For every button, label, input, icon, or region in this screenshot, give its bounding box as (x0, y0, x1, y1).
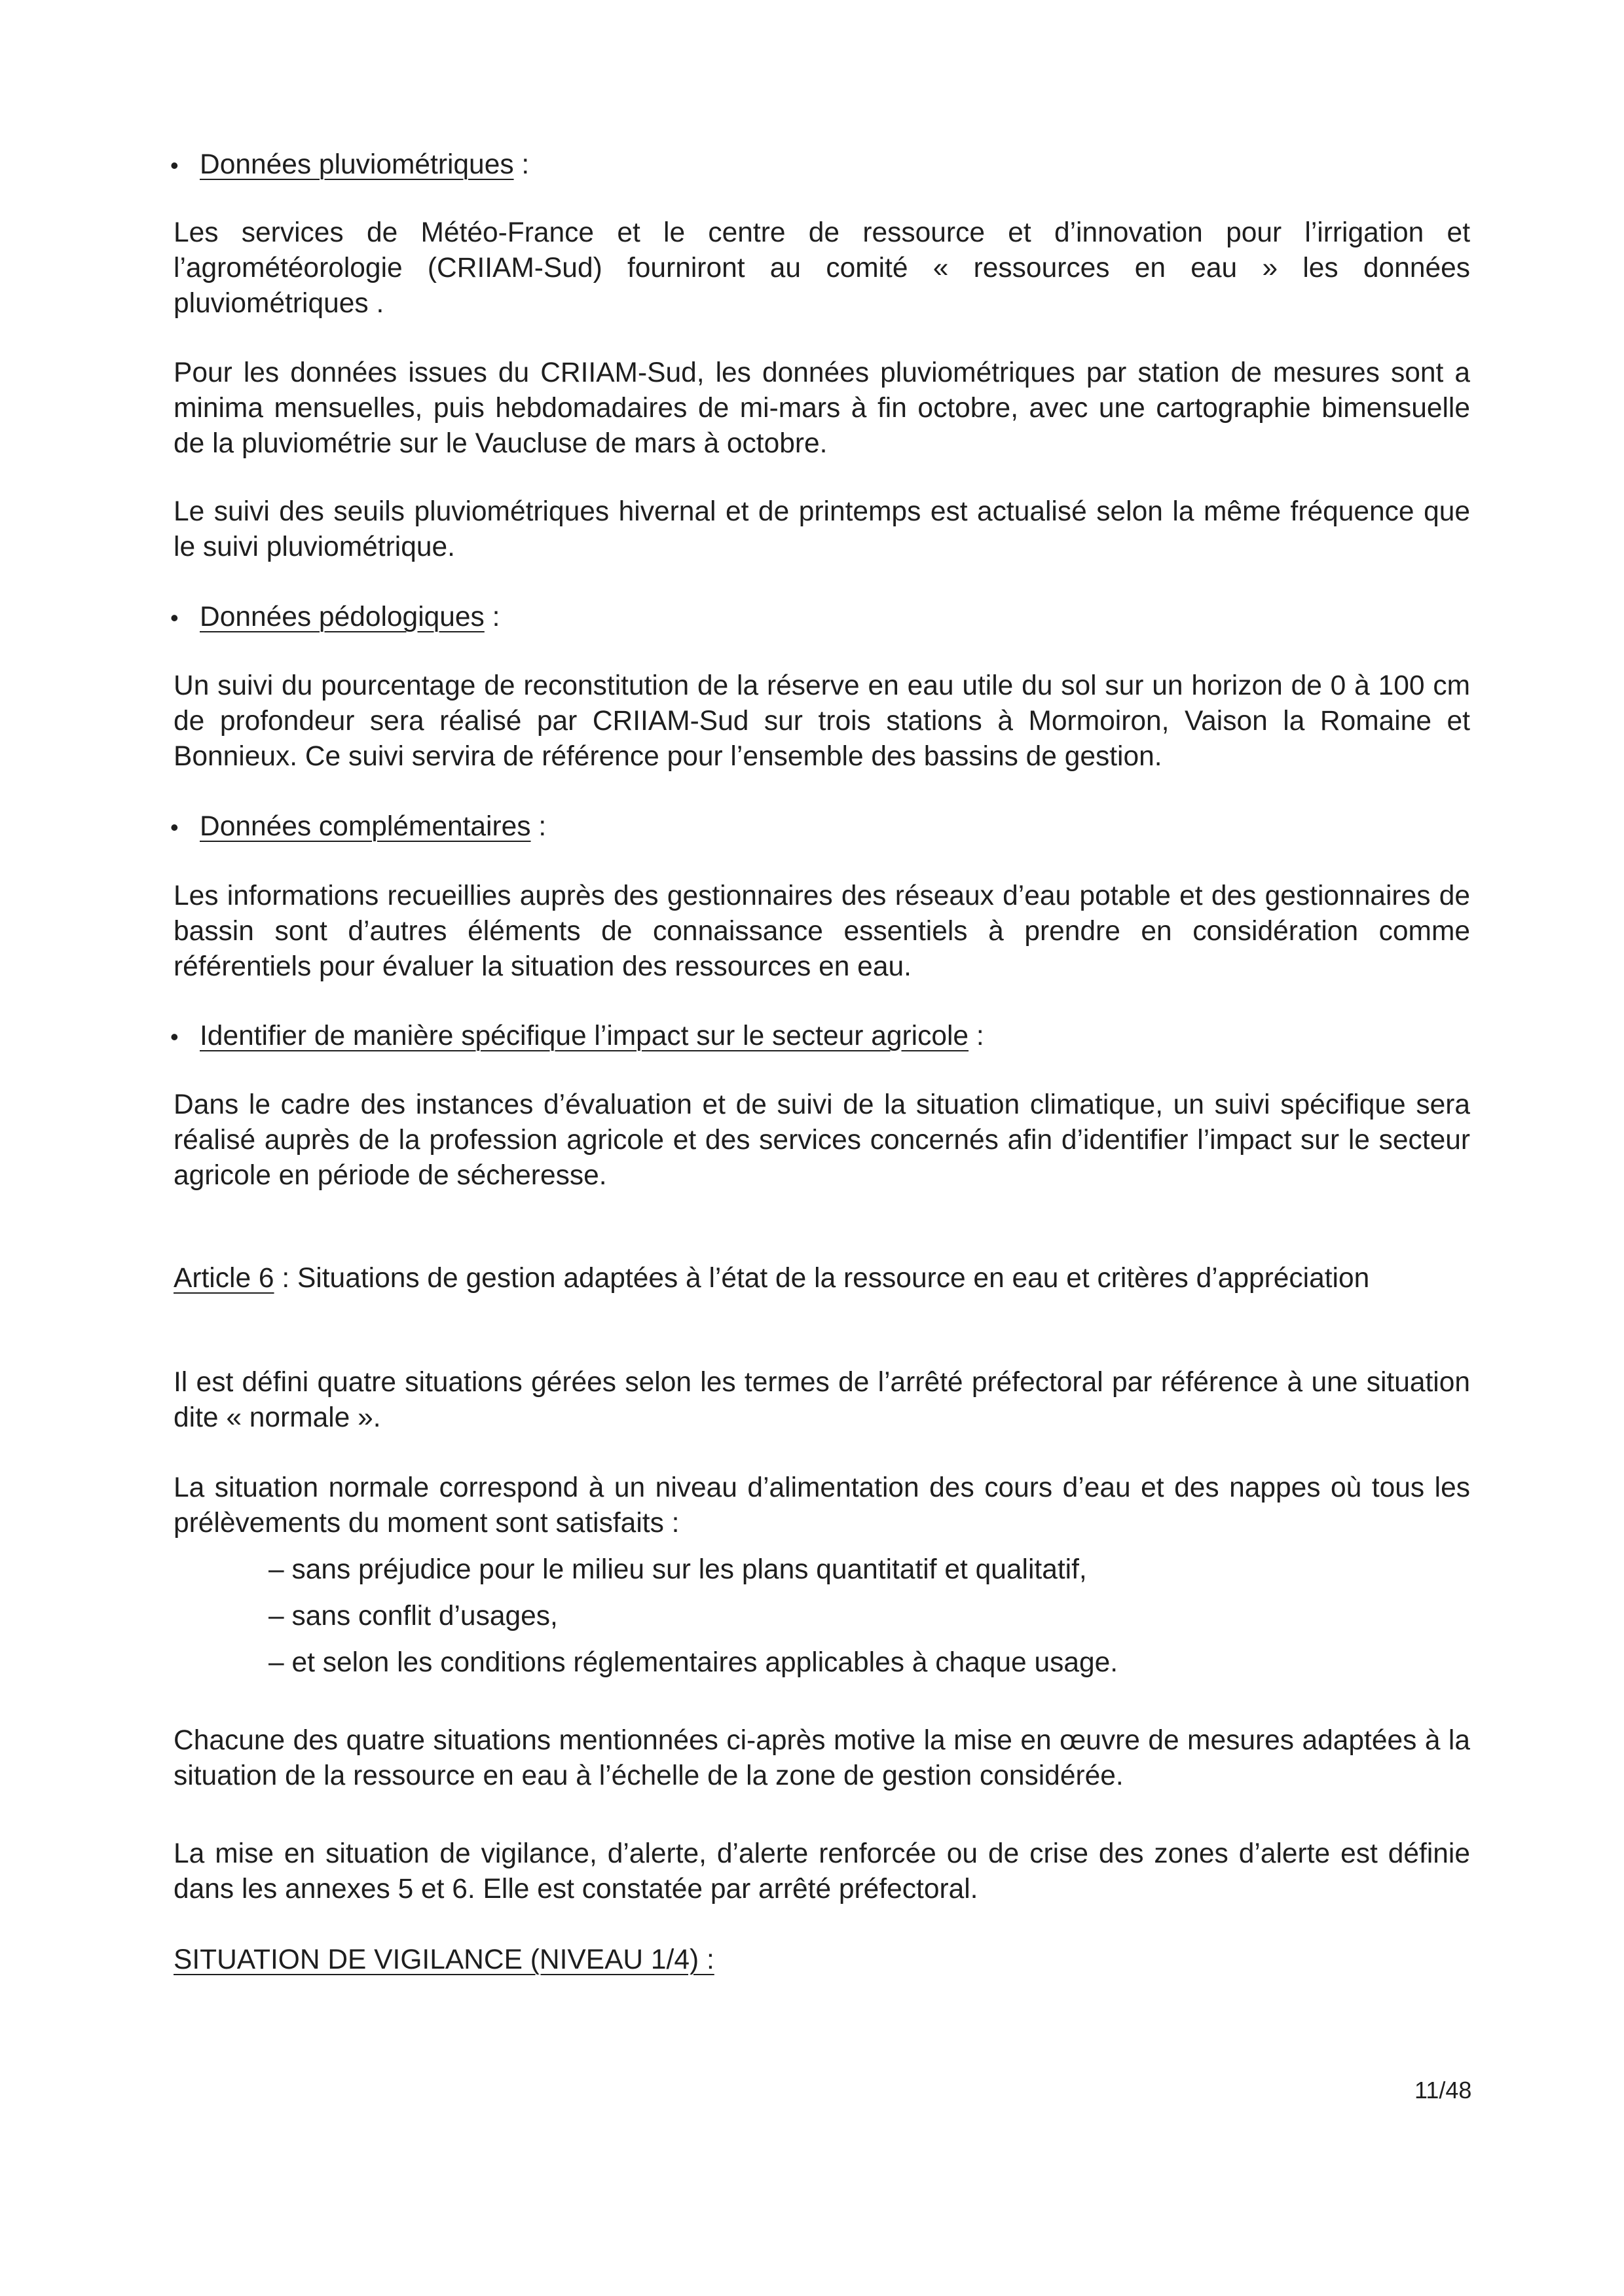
heading-text: Identifier de manière spécifique l’impact sur le secteur agricole (200, 1021, 969, 1051)
heading-text: Données pédologiques (200, 602, 485, 632)
bullet-icon: • (170, 1023, 179, 1050)
paragraph: Pour les données issues du CRIIAM-Sud, les données pluviométriques par station de mesures sont a minima mensuelles, puis hebdomadaires de mi-mars à fin octobre, avec une cartographie bimensuelle de la pluviométrie sur le Vaucluse de mars à octobre. (174, 357, 1470, 459)
bullet-icon: • (170, 604, 179, 631)
bullet-icon: • (170, 152, 179, 179)
section-heading-pluvio: • Données pluviométriques : (170, 147, 529, 183)
section-heading-pedo: • Données pédologiques : (170, 600, 500, 636)
page-number: 11/48 (1414, 2077, 1472, 2104)
heading-text: Données pluviométriques (200, 149, 514, 180)
article-label: Article 6 (174, 1263, 274, 1294)
bullet-icon: • (170, 814, 179, 841)
paragraph: Les informations recueillies auprès des gestionnaires des réseaux d’eau potable et des gestionnaires de bassin sont d’autres éléments de connaissance essentiels à prendre en considération comme référentiels pour évaluer la situation des ressources en eau. (174, 881, 1470, 982)
paragraph: Chacune des quatre situations mentionnées ci-après motive la mise en œuvre de mesures adaptées à la situation de la ressource en eau à l’échelle de la zone de gestion considérée. (174, 1725, 1470, 1791)
paragraph: La mise en situation de vigilance, d’alerte, d’alerte renforcée ou de crise des zones d’alerte est définie dans les annexes 5 et 6. Elle est constatée par arrêté préfectoral. (174, 1838, 1470, 1904)
paragraph: Les services de Météo-France et le centre de ressource et d’innovation pour l’irrigation et l’agrométéorologie (CRIIAM-Sud) fourniront au comité « ressources en eau » les données pluviométriques . (174, 217, 1470, 319)
article-heading (174, 1261, 1470, 1296)
article-title: : Situations de gestion adaptées à l’état de la ressource en eau et critères d’appréciation (274, 1263, 1370, 1294)
paragraph: La situation normale correspond à un niveau d’alimentation des cours d’eau et des nappes où tous les prélèvements du moment sont satisfaits : (174, 1472, 1470, 1539)
paragraph: Dans le cadre des instances d’évaluation et de suivi de la situation climatique, un suivi spécifique sera réalisé auprès de la profession agricole et des services concernés afin d’identifier l’impact sur le secteur agricole en période de sécheresse. (174, 1089, 1470, 1191)
paragraph: Un suivi du pourcentage de reconstitution de la réserve en eau utile du sol sur un horizon de 0 à 100 cm de profondeur sera réalisé par CRIIAM-Sud sur trois stations à Mormoiron, Vaison la Romaine et Bonnieux. Ce suivi servira de référence pour l’ensemble des bassins de gestion. (174, 670, 1470, 772)
heading-text: Données complémentaires (200, 811, 531, 842)
list-item: – sans conflit d’usages, (268, 1601, 558, 1631)
vigilance-heading: SITUATION DE VIGILANCE (NIVEAU 1/4) : (174, 1944, 714, 1975)
list-item: – sans préjudice pour le milieu sur les plans quantitatif et qualitatif, (268, 1554, 1087, 1585)
list-item: – et selon les conditions réglementaires applicables à chaque usage. (268, 1647, 1118, 1678)
section-heading-agri: • Identifier de manière spécifique l’impact sur le secteur agricole : (170, 1019, 984, 1055)
paragraph: Le suivi des seuils pluviométriques hivernal et de printemps est actualisé selon la même fréquence que le suivi pluviométrique. (174, 496, 1470, 562)
section-heading-compl: • Données complémentaires : (170, 809, 546, 845)
paragraph: Il est défini quatre situations gérées selon les termes de l’arrêté préfectoral par référence à une situation dite « normale ». (174, 1367, 1470, 1433)
